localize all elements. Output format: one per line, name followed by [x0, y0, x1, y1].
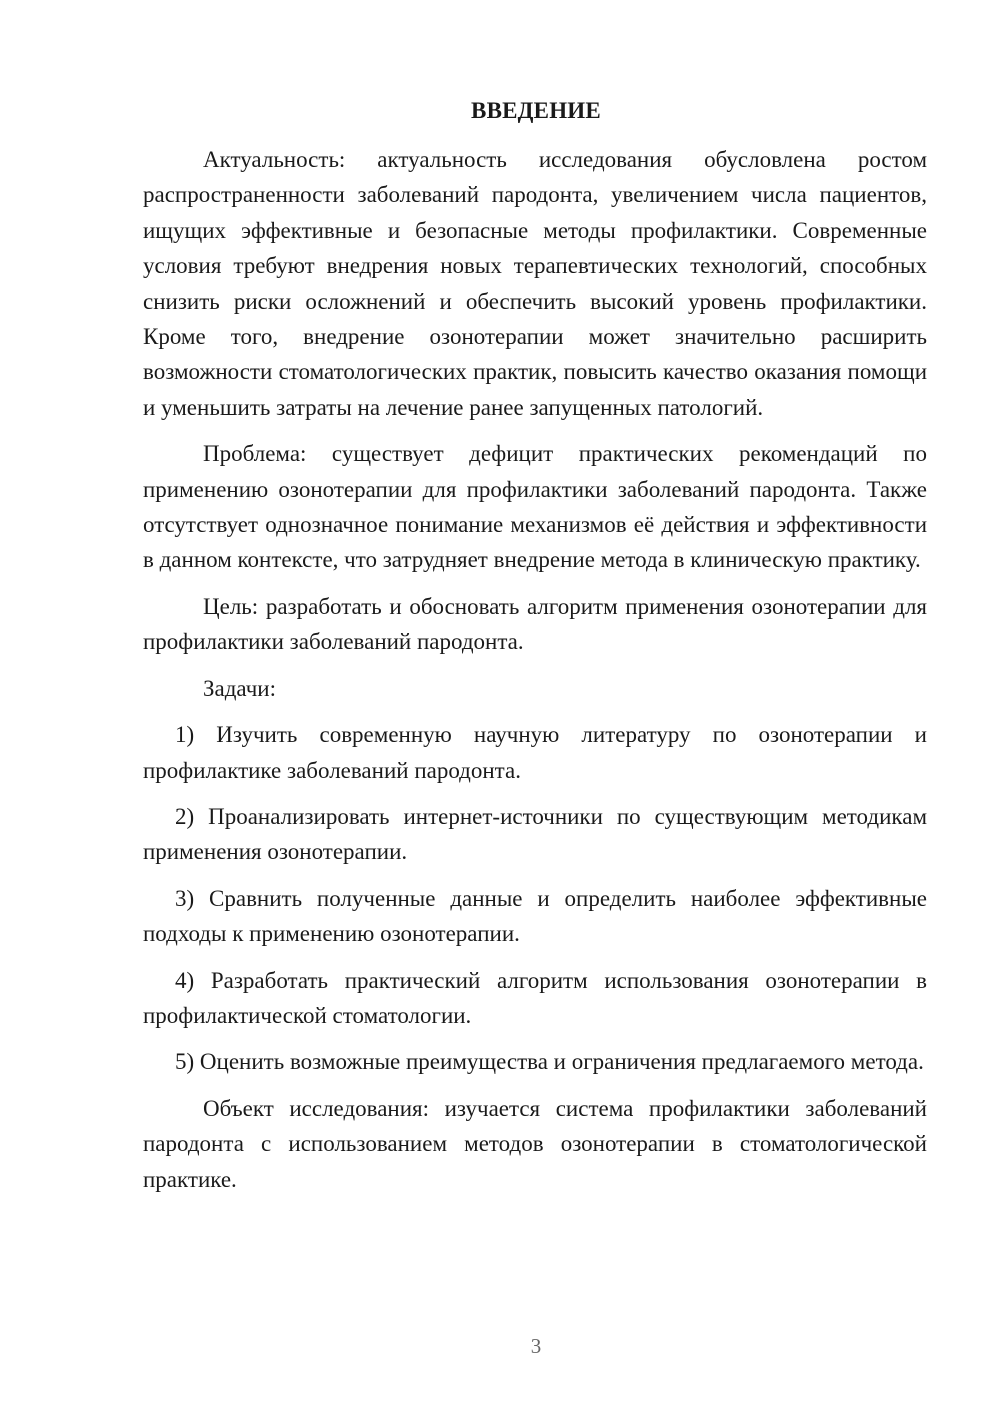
problem-paragraph: Проблема: существует дефицит практических рекомендаций по применению озонотерапии для профилактики заболеваний пародонта. Также отсутствует однозначное понимание механизмов её действия и эффективности в данном контексте, что затрудняет внедрение метода в клиническую практику.: [143, 441, 927, 573]
document-body: [143, 142, 927, 1208]
page-title: ВВЕДЕНИЕ: [471, 98, 601, 123]
object-paragraph: Объект исследования: изучается система профилактики заболеваний пародонта с использованием методов озонотерапии в стоматологической практике.: [143, 1095, 927, 1192]
relevance-paragraph: Актуальность: актуальность исследования обусловлена ростом распространенности заболеваний пародонта, увеличением числа пациентов, ищущих эффективные и безопасные методы профилактики. Современные условия требуют внедрения новых терапевтических технологий, способных снизить риски осложнений и обеспечить высокий уровень профилактики. Кроме того, внедрение озонотерапии может значительно расширить возможности стоматологических практик, повысить качество оказания помощи и уменьшить затраты на лечение ранее запущенных патологий.: [143, 147, 927, 420]
tasks-heading: Задачи:: [203, 675, 276, 701]
task-item-4: 4) Разработать практический алгоритм использования озонотерапии в профилактической стоматологии.: [143, 967, 927, 1028]
task-item-1: 1) Изучить современную научную литературу по озонотерапии и профилактике заболеваний пародонта.: [143, 722, 927, 783]
task-item-2: 2) Проанализировать интернет-источники по существующим методикам применения озонотерапии.: [143, 803, 927, 865]
goal-paragraph: Цель: разработать и обосновать алгоритм применения озонотерапии для профилактики заболеваний пародонта.: [143, 593, 927, 655]
task-item-5: 5) Оценить возможные преимущества и ограничения предлагаемого метода.: [175, 1049, 924, 1075]
task-item-3: 3) Сравнить полученные данные и определить наиболее эффективные подходы к применению озонотерапии.: [143, 885, 927, 947]
page-number: 3: [530, 1334, 542, 1358]
